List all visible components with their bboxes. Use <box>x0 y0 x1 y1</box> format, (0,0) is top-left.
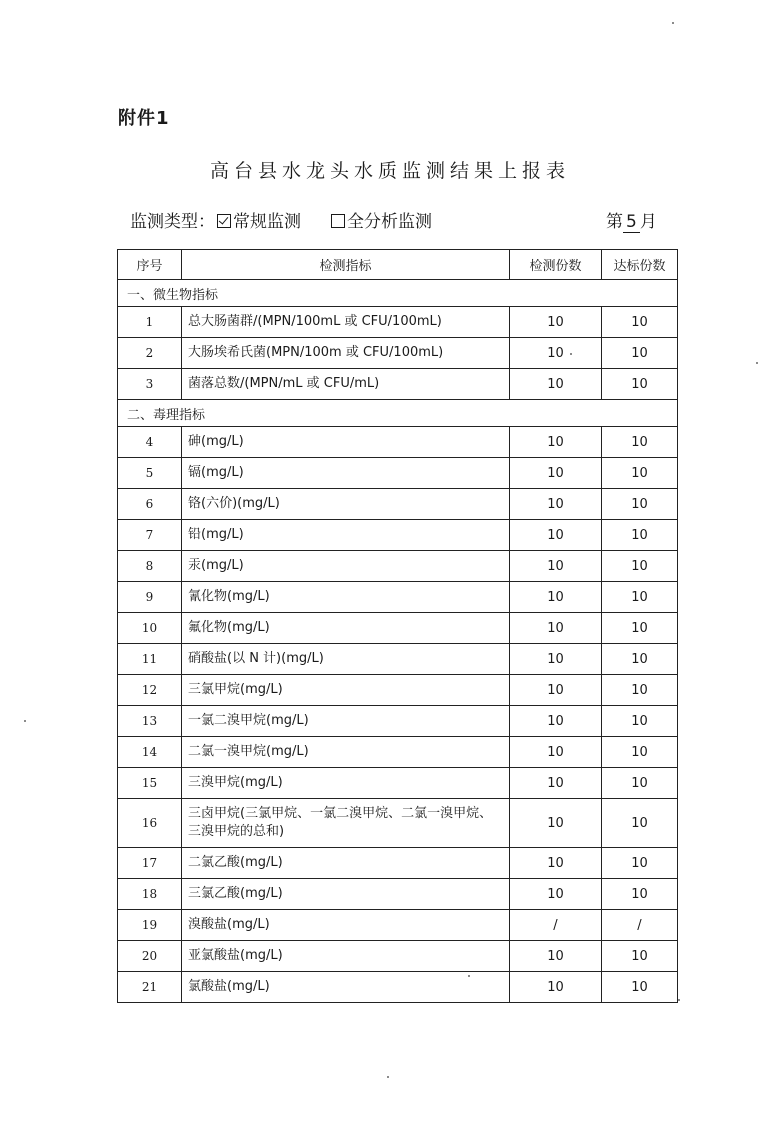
month-suffix: 月 <box>639 212 657 232</box>
table-row <box>118 706 678 737</box>
table-row <box>118 369 678 400</box>
cell-passed: 10 <box>602 458 678 489</box>
cell-indicator: 总大肠菌群/(MPN/100mL 或 CFU/100mL) <box>182 307 510 338</box>
cell-passed: 10 <box>602 706 678 737</box>
cell-seq: 16 <box>118 799 182 848</box>
cell-tested: / <box>510 910 602 941</box>
cell-passed: 10 <box>602 427 678 458</box>
table-row <box>118 799 678 848</box>
cell-passed: 10 <box>602 613 678 644</box>
table-row <box>118 644 678 675</box>
cell-tested: 10 <box>510 848 602 879</box>
table-row <box>118 551 678 582</box>
cell-passed: 10 <box>602 675 678 706</box>
cell-tested: 10 <box>510 675 602 706</box>
cell-passed: 10 <box>602 369 678 400</box>
cell-seq: 12 <box>118 675 182 706</box>
table-row <box>118 768 678 799</box>
cell-indicator: 大肠埃希氏菌(MPN/100m 或 CFU/100mL) <box>182 338 510 369</box>
cell-tested: 10 <box>510 613 602 644</box>
cell-indicator: 汞(mg/L) <box>182 551 510 582</box>
cell-seq: 19 <box>118 910 182 941</box>
cell-seq: 1 <box>118 307 182 338</box>
cell-seq: 15 <box>118 768 182 799</box>
category-label: 一、微生物指标 <box>118 280 678 307</box>
month-prefix: 第 <box>606 212 623 232</box>
cell-tested: 10 <box>510 582 602 613</box>
cell-tested: 10 <box>510 737 602 768</box>
cell-seq: 17 <box>118 848 182 879</box>
cell-indicator: 铅(mg/L) <box>182 520 510 551</box>
cell-indicator: 三卤甲烷(三氯甲烷、一氯二溴甲烷、二氯一溴甲烷、三溴甲烷的总和) <box>182 799 510 848</box>
results-table <box>117 249 678 1003</box>
month-value: 5 <box>623 212 640 233</box>
cell-tested: 10 <box>510 799 602 848</box>
cell-passed: 10 <box>602 338 678 369</box>
cell-indicator: 亚氯酸盐(mg/L) <box>182 941 510 972</box>
table-row <box>118 582 678 613</box>
cell-passed: 10 <box>602 520 678 551</box>
cell-tested: 10 <box>510 551 602 582</box>
cell-indicator: 氯酸盐(mg/L) <box>182 972 510 1003</box>
table-row <box>118 879 678 910</box>
cell-seq: 20 <box>118 941 182 972</box>
cell-seq: 21 <box>118 972 182 1003</box>
option-full <box>331 212 432 232</box>
cell-passed: 10 <box>602 489 678 520</box>
cell-indicator: 硝酸盐(以 N 计)(mg/L) <box>182 644 510 675</box>
cell-tested: 10 <box>510 644 602 675</box>
cell-seq: 5 <box>118 458 182 489</box>
cell-indicator: 二氯一溴甲烷(mg/L) <box>182 737 510 768</box>
table-row <box>118 972 678 1003</box>
cell-passed: 10 <box>602 879 678 910</box>
cell-indicator: 一氯二溴甲烷(mg/L) <box>182 706 510 737</box>
table-row <box>118 737 678 768</box>
cell-indicator: 氟化物(mg/L) <box>182 613 510 644</box>
cell-tested: 10 <box>510 369 602 400</box>
table-row <box>118 848 678 879</box>
cell-passed: 10 <box>602 972 678 1003</box>
cell-seq: 11 <box>118 644 182 675</box>
cell-tested: 10 <box>510 706 602 737</box>
category-row <box>118 400 678 427</box>
scan-speck <box>672 22 674 24</box>
scan-speck <box>678 999 680 1001</box>
cell-seq: 10 <box>118 613 182 644</box>
cell-indicator: 三氯乙酸(mg/L) <box>182 879 510 910</box>
monitor-type-label: 监测类型： <box>130 212 215 232</box>
cell-indicator: 溴酸盐(mg/L) <box>182 910 510 941</box>
cell-tested: 10 <box>510 768 602 799</box>
cell-passed: 10 <box>602 848 678 879</box>
empty-checkbox-icon <box>331 214 345 228</box>
cell-seq: 4 <box>118 427 182 458</box>
table-row <box>118 910 678 941</box>
cell-passed: 10 <box>602 737 678 768</box>
col-header-passed: 达标份数 <box>602 250 678 280</box>
cell-tested: 10 <box>510 972 602 1003</box>
scan-speck <box>756 362 758 364</box>
table-header-row <box>118 250 678 280</box>
cell-seq: 6 <box>118 489 182 520</box>
cell-indicator: 铬(六价)(mg/L) <box>182 489 510 520</box>
table-row <box>118 613 678 644</box>
cell-indicator: 砷(mg/L) <box>182 427 510 458</box>
table-row <box>118 427 678 458</box>
cell-passed: 10 <box>602 307 678 338</box>
cell-indicator: 菌落总数/(MPN/mL 或 CFU/mL) <box>182 369 510 400</box>
cell-tested: 10 <box>510 338 602 369</box>
cell-passed: 10 <box>602 551 678 582</box>
page-title: 高台县水龙头水质监测结果上报表 <box>209 160 570 182</box>
cell-passed: / <box>602 910 678 941</box>
col-header-seq: 序号 <box>118 250 182 280</box>
scan-speck <box>24 720 26 722</box>
cell-seq: 13 <box>118 706 182 737</box>
cell-passed: 10 <box>602 644 678 675</box>
cell-seq: 7 <box>118 520 182 551</box>
cell-seq: 8 <box>118 551 182 582</box>
cell-tested: 10 <box>510 489 602 520</box>
scan-speck <box>570 353 572 355</box>
attachment-label: 附件1 <box>118 108 170 129</box>
table-row <box>118 941 678 972</box>
table-row <box>118 458 678 489</box>
col-header-tested: 检测份数 <box>510 250 602 280</box>
option-full-label: 全分析监测 <box>347 212 432 232</box>
cell-tested: 10 <box>510 427 602 458</box>
cell-tested: 10 <box>510 458 602 489</box>
category-label: 二、毒理指标 <box>118 400 678 427</box>
cell-tested: 10 <box>510 520 602 551</box>
cell-indicator: 二氯乙酸(mg/L) <box>182 848 510 879</box>
table-row <box>118 520 678 551</box>
scan-speck <box>468 975 470 977</box>
category-row <box>118 280 678 307</box>
cell-tested: 10 <box>510 307 602 338</box>
cell-passed: 10 <box>602 768 678 799</box>
cell-seq: 3 <box>118 369 182 400</box>
cell-passed: 10 <box>602 582 678 613</box>
month-indicator <box>606 207 657 233</box>
scan-speck <box>387 1076 389 1078</box>
option-routine-label: 常规监测 <box>233 212 301 232</box>
table-row <box>118 489 678 520</box>
cell-seq: 9 <box>118 582 182 613</box>
cell-indicator: 氰化物(mg/L) <box>182 582 510 613</box>
table-row <box>118 307 678 338</box>
cell-passed: 10 <box>602 941 678 972</box>
cell-passed: 10 <box>602 799 678 848</box>
monitor-type <box>130 207 432 232</box>
cell-tested: 10 <box>510 879 602 910</box>
table-row <box>118 675 678 706</box>
cell-tested: 10 <box>510 941 602 972</box>
cell-seq: 14 <box>118 737 182 768</box>
cell-indicator: 三溴甲烷(mg/L) <box>182 768 510 799</box>
option-routine <box>217 212 301 232</box>
cell-seq: 2 <box>118 338 182 369</box>
cell-indicator: 镉(mg/L) <box>182 458 510 489</box>
cell-indicator: 三氯甲烷(mg/L) <box>182 675 510 706</box>
checked-checkbox-icon <box>217 214 231 228</box>
table-row <box>118 338 678 369</box>
col-header-indicator: 检测指标 <box>182 250 510 280</box>
cell-seq: 18 <box>118 879 182 910</box>
